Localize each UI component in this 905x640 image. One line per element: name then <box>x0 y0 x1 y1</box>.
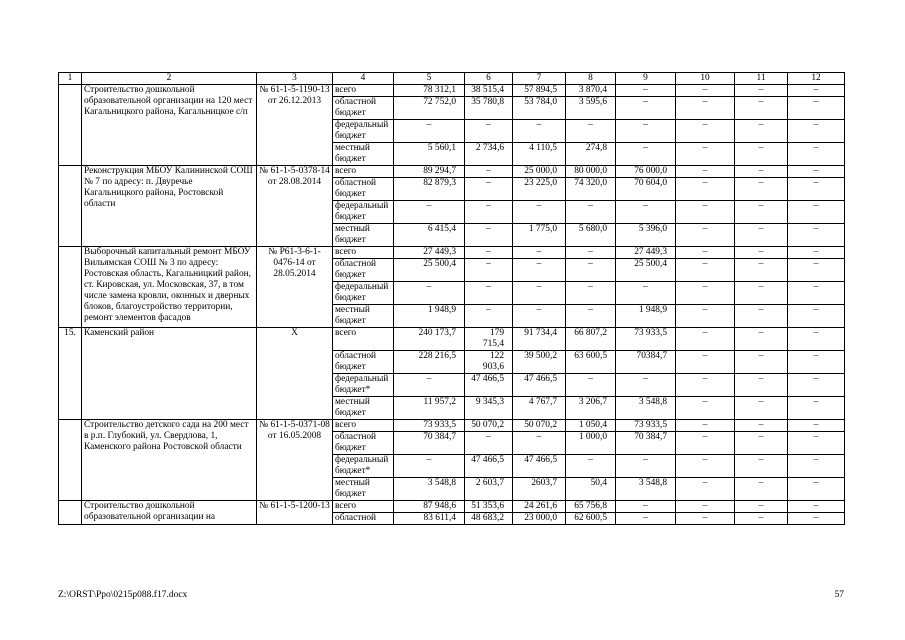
value-cell: – <box>788 420 845 432</box>
value-cell: 63 600,5 <box>566 351 616 374</box>
value-cell: – <box>616 282 676 305</box>
value-cell: – <box>394 201 465 224</box>
value-cell: – <box>616 374 676 397</box>
funding-source: областной бюджет <box>333 178 394 201</box>
value-cell: 27 449,3 <box>394 247 465 259</box>
value-cell: 66 807,2 <box>566 328 616 351</box>
value-cell: 1 775,0 <box>513 224 566 247</box>
value-cell: – <box>735 97 788 120</box>
funding-source: местный бюджет <box>333 143 394 166</box>
object-name: Каменский район <box>82 328 257 420</box>
value-cell: – <box>676 166 735 178</box>
value-cell: – <box>735 351 788 374</box>
value-cell: – <box>676 305 735 328</box>
value-cell: – <box>394 120 465 143</box>
value-cell: 24 261,6 <box>513 501 566 513</box>
value-cell: – <box>735 166 788 178</box>
value-cell: 3 870,4 <box>566 85 616 97</box>
value-cell: – <box>566 374 616 397</box>
column-number-6: 6 <box>465 73 513 85</box>
value-cell: 240 173,7 <box>394 328 465 351</box>
document-ref: № 61-1-5-0371-08 от 16.05.2008 <box>257 420 333 501</box>
value-cell: – <box>676 85 735 97</box>
value-cell: – <box>465 282 513 305</box>
value-cell: – <box>676 143 735 166</box>
value-cell: – <box>513 120 566 143</box>
value-cell: – <box>676 501 735 513</box>
value-cell: – <box>513 259 566 282</box>
value-cell: 70 384,7 <box>394 432 465 455</box>
funding-source: местный бюджет <box>333 478 394 501</box>
object-name: Строительство детского сада на 200 мест в р.п. Глубокий, ул. Свердлова, 1, Каменского района Ростовской области <box>82 420 257 501</box>
table-row <box>59 328 845 351</box>
funding-source: всего <box>333 328 394 351</box>
value-cell: – <box>465 259 513 282</box>
value-cell: – <box>788 305 845 328</box>
value-cell: 2 734,6 <box>465 143 513 166</box>
document-ref: Х <box>257 328 333 420</box>
funding-source: местный бюджет <box>333 305 394 328</box>
value-cell: – <box>465 201 513 224</box>
value-cell: – <box>676 420 735 432</box>
value-cell: 25 500,4 <box>616 259 676 282</box>
value-cell: 51 353,6 <box>465 501 513 513</box>
table-row <box>59 501 845 513</box>
value-cell: 62 600,5 <box>566 513 616 525</box>
value-cell: 5 396,0 <box>616 224 676 247</box>
value-cell: – <box>513 247 566 259</box>
value-cell: – <box>566 259 616 282</box>
value-cell: 70 384,7 <box>616 432 676 455</box>
budget-table <box>58 72 845 525</box>
value-cell: – <box>788 351 845 374</box>
document-ref: № 61-1-5-0378-14 от 28.08.2014 <box>257 166 333 247</box>
column-number-3: 3 <box>257 73 333 85</box>
object-name: Строительство дошкольной образовательной организации на 120 мест Кагальницкого района, Кагальницкое с/п <box>82 85 257 166</box>
value-cell: – <box>513 282 566 305</box>
funding-source: местный бюджет <box>333 397 394 420</box>
value-cell: 72 752,0 <box>394 97 465 120</box>
value-cell: – <box>676 259 735 282</box>
row-number <box>59 501 82 525</box>
value-cell: – <box>788 478 845 501</box>
footer-page-number: 57 <box>834 590 844 600</box>
value-cell: 1 000,0 <box>566 432 616 455</box>
value-cell: 47 466,5 <box>465 374 513 397</box>
row-number <box>59 247 82 328</box>
value-cell: 11 957,2 <box>394 397 465 420</box>
value-cell: – <box>735 397 788 420</box>
column-number-1: 1 <box>59 73 82 85</box>
column-number-9: 9 <box>616 73 676 85</box>
funding-source: местный бюджет <box>333 224 394 247</box>
document-ref: № 61-1-5-1190-13 от 26.12.2013 <box>257 85 333 166</box>
value-cell: 83 611,4 <box>394 513 465 525</box>
value-cell: 57 894,5 <box>513 85 566 97</box>
value-cell: 1 948,9 <box>616 305 676 328</box>
value-cell: – <box>788 224 845 247</box>
value-cell: – <box>735 305 788 328</box>
value-cell: – <box>616 143 676 166</box>
value-cell: – <box>676 178 735 201</box>
value-cell: 27 449,3 <box>616 247 676 259</box>
value-cell: – <box>513 432 566 455</box>
value-cell: 35 780,8 <box>465 97 513 120</box>
object-name: Реконструкция МБОУ Калининской СОШ № 7 по адресу: п. Двуречье Кагальницкого района, Ростовской области <box>82 166 257 247</box>
value-cell: – <box>566 247 616 259</box>
value-cell: – <box>735 143 788 166</box>
value-cell: – <box>465 120 513 143</box>
column-number-8: 8 <box>566 73 616 85</box>
value-cell: 3 548,8 <box>616 478 676 501</box>
value-cell: – <box>676 513 735 525</box>
value-cell: – <box>788 328 845 351</box>
value-cell: – <box>735 178 788 201</box>
funding-source: всего <box>333 166 394 178</box>
value-cell: – <box>616 201 676 224</box>
value-cell: – <box>735 282 788 305</box>
value-cell: – <box>788 247 845 259</box>
value-cell: – <box>735 328 788 351</box>
value-cell: – <box>465 247 513 259</box>
value-cell: – <box>566 201 616 224</box>
value-cell: 50 070,2 <box>465 420 513 432</box>
value-cell: – <box>788 432 845 455</box>
table-row <box>59 85 845 97</box>
value-cell: – <box>788 455 845 478</box>
value-cell: – <box>616 501 676 513</box>
value-cell: 2603,7 <box>513 478 566 501</box>
funding-source: федеральный бюджет* <box>333 374 394 397</box>
value-cell: 39 500,2 <box>513 351 566 374</box>
value-cell: – <box>465 166 513 178</box>
value-cell: – <box>735 247 788 259</box>
value-cell: 87 948,6 <box>394 501 465 513</box>
value-cell: 3 206,7 <box>566 397 616 420</box>
value-cell: 25 500,4 <box>394 259 465 282</box>
value-cell: 23 000,0 <box>513 513 566 525</box>
value-cell: – <box>465 432 513 455</box>
value-cell: 4 767,7 <box>513 397 566 420</box>
value-cell: 89 294,7 <box>394 166 465 178</box>
value-cell: – <box>465 224 513 247</box>
row-number <box>59 420 82 501</box>
value-cell: 1 050,4 <box>566 420 616 432</box>
row-number <box>59 85 82 166</box>
value-cell: – <box>735 420 788 432</box>
funding-source: федеральный бюджет <box>333 120 394 143</box>
column-number-5: 5 <box>394 73 465 85</box>
value-cell: – <box>788 120 845 143</box>
funding-source: федеральный бюджет <box>333 201 394 224</box>
column-number-7: 7 <box>513 73 566 85</box>
value-cell: 5 560,1 <box>394 143 465 166</box>
value-cell: – <box>735 455 788 478</box>
value-cell: – <box>676 374 735 397</box>
value-cell: – <box>513 201 566 224</box>
value-cell: – <box>676 224 735 247</box>
value-cell: – <box>566 282 616 305</box>
value-cell: – <box>616 120 676 143</box>
value-cell: 74 320,0 <box>566 178 616 201</box>
column-number-2: 2 <box>82 73 257 85</box>
value-cell: 73 933,5 <box>616 328 676 351</box>
value-cell: 47 466,5 <box>465 455 513 478</box>
value-cell: – <box>735 513 788 525</box>
funding-source: областной бюджет <box>333 259 394 282</box>
funding-source: областной бюджет <box>333 97 394 120</box>
value-cell: 91 734,4 <box>513 328 566 351</box>
funding-source: всего <box>333 247 394 259</box>
value-cell: – <box>735 478 788 501</box>
value-cell: – <box>735 501 788 513</box>
value-cell: 9 345,3 <box>465 397 513 420</box>
value-cell: 1 948,9 <box>394 305 465 328</box>
column-number-12: 12 <box>788 73 845 85</box>
value-cell: 3 595,6 <box>566 97 616 120</box>
value-cell: – <box>616 513 676 525</box>
table-row <box>59 247 845 259</box>
value-cell: 274,8 <box>566 143 616 166</box>
value-cell: 76 000,0 <box>616 166 676 178</box>
value-cell: – <box>788 85 845 97</box>
value-cell: 2 603,7 <box>465 478 513 501</box>
value-cell: – <box>788 259 845 282</box>
value-cell: 65 756,8 <box>566 501 616 513</box>
value-cell: – <box>735 374 788 397</box>
value-cell: – <box>676 455 735 478</box>
value-cell: 73 933,5 <box>616 420 676 432</box>
row-number <box>59 166 82 247</box>
value-cell: – <box>735 432 788 455</box>
value-cell: 4 110,5 <box>513 143 566 166</box>
value-cell: – <box>566 305 616 328</box>
value-cell: 50 070,2 <box>513 420 566 432</box>
value-cell: – <box>394 282 465 305</box>
value-cell: – <box>735 224 788 247</box>
value-cell: – <box>676 432 735 455</box>
value-cell: – <box>735 120 788 143</box>
header-row <box>59 73 845 85</box>
value-cell: – <box>566 455 616 478</box>
value-cell: 70384,7 <box>616 351 676 374</box>
value-cell: 80 000,0 <box>566 166 616 178</box>
value-cell: 179 715,4 <box>465 328 513 351</box>
value-cell: 38 515,4 <box>465 85 513 97</box>
value-cell: – <box>788 178 845 201</box>
value-cell: 47 466,5 <box>513 374 566 397</box>
funding-source: областной <box>333 513 394 525</box>
document-ref: № Р61-3-6-1-0476-14 от 28.05.2014 <box>257 247 333 328</box>
value-cell: – <box>394 374 465 397</box>
value-cell: – <box>676 397 735 420</box>
value-cell: – <box>676 328 735 351</box>
value-cell: – <box>735 85 788 97</box>
value-cell: – <box>735 201 788 224</box>
object-name: Строительство дошкольной образовательной организации на <box>82 501 257 525</box>
funding-source: областной бюджет <box>333 351 394 374</box>
value-cell: – <box>465 178 513 201</box>
value-cell: 78 312,1 <box>394 85 465 97</box>
value-cell: 3 548,8 <box>616 397 676 420</box>
value-cell: – <box>788 166 845 178</box>
value-cell: – <box>616 97 676 120</box>
value-cell: 73 933,5 <box>394 420 465 432</box>
value-cell: – <box>788 201 845 224</box>
value-cell: – <box>788 143 845 166</box>
column-number-4: 4 <box>333 73 394 85</box>
funding-source: федеральный бюджет* <box>333 455 394 478</box>
document-ref: № 61-1-5-1200-13 <box>257 501 333 525</box>
value-cell: 23 225,0 <box>513 178 566 201</box>
value-cell: – <box>676 351 735 374</box>
value-cell: – <box>616 85 676 97</box>
value-cell: – <box>513 305 566 328</box>
value-cell: 25 000,0 <box>513 166 566 178</box>
table-row <box>59 166 845 178</box>
value-cell: – <box>616 455 676 478</box>
column-number-10: 10 <box>676 73 735 85</box>
value-cell: – <box>788 513 845 525</box>
value-cell: – <box>735 259 788 282</box>
value-cell: 53 784,0 <box>513 97 566 120</box>
value-cell: 47 466,5 <box>513 455 566 478</box>
value-cell: – <box>788 282 845 305</box>
value-cell: 5 680,0 <box>566 224 616 247</box>
value-cell: – <box>394 455 465 478</box>
column-number-11: 11 <box>735 73 788 85</box>
value-cell: – <box>676 478 735 501</box>
value-cell: – <box>465 305 513 328</box>
object-name: Выборочный капитальный ремонт МБОУ Вильямская СОШ № 3 по адресу: Ростовская область, Кагальницкий район, ст. Кировская, ул. Московская, 37, в том числе замена кровли, оконных и дверных блоков, благоустройство территории, ремонт элементов фасадов <box>82 247 257 328</box>
value-cell: 3 548,8 <box>394 478 465 501</box>
funding-source: всего <box>333 85 394 97</box>
funding-source: всего <box>333 501 394 513</box>
funding-source: всего <box>333 420 394 432</box>
value-cell: – <box>788 397 845 420</box>
table-row <box>59 420 845 432</box>
value-cell: – <box>676 247 735 259</box>
footer-file-path: Z:\ORST\Ppo\0215p088.f17.docx <box>58 590 188 600</box>
value-cell: – <box>676 97 735 120</box>
value-cell: 48 683,2 <box>465 513 513 525</box>
value-cell: 6 415,4 <box>394 224 465 247</box>
value-cell: 70 604,0 <box>616 178 676 201</box>
value-cell: 122 903,6 <box>465 351 513 374</box>
value-cell: – <box>788 374 845 397</box>
value-cell: – <box>676 120 735 143</box>
value-cell: – <box>566 120 616 143</box>
funding-source: федеральный бюджет <box>333 282 394 305</box>
value-cell: 82 879,3 <box>394 178 465 201</box>
value-cell: – <box>676 282 735 305</box>
value-cell: – <box>788 97 845 120</box>
value-cell: 228 216,5 <box>394 351 465 374</box>
value-cell: 50,4 <box>566 478 616 501</box>
value-cell: – <box>788 501 845 513</box>
value-cell: – <box>676 201 735 224</box>
funding-source: областной бюджет <box>333 432 394 455</box>
row-number: 15. <box>59 328 82 420</box>
